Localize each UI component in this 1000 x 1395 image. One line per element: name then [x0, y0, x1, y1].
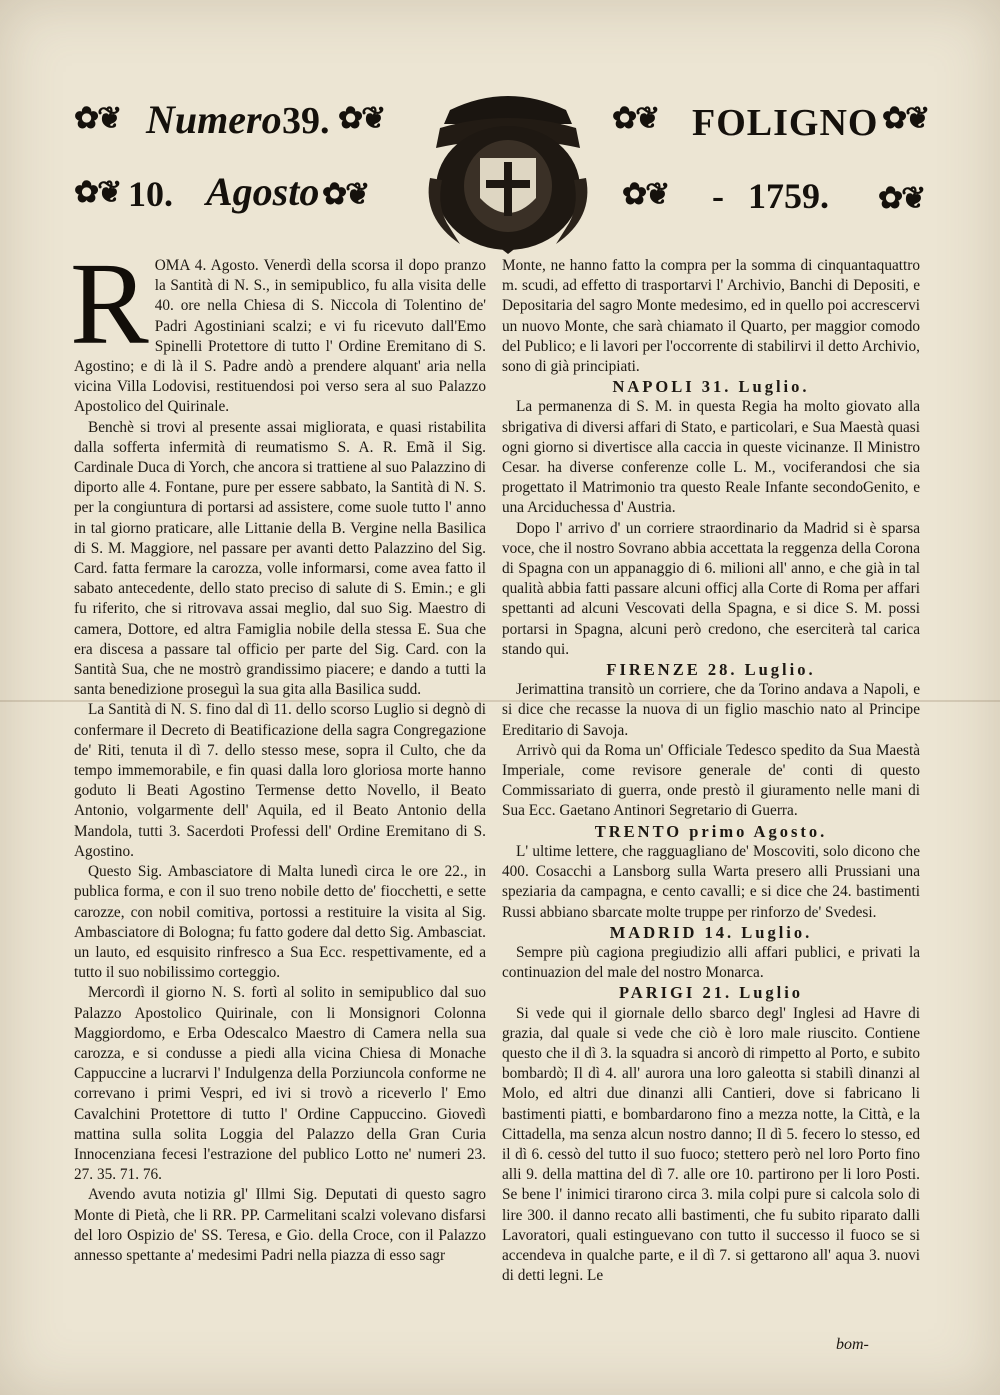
ornament-icon: ✿❦ [74, 176, 121, 209]
ornament-icon: ✿❦ [322, 178, 369, 211]
article-paragraph: Benchè si trovi al presente assai migliorata, e quasi ristabilita dalla sofferta infermità di reumatismo S. A. R. Emã il Sig. Cardinale Duca di Yorch, che ancora si trattiene al suo Palazzino di diporto alle 4. Fontane, pure per essere sabbato, la Santità di N. S. per la congiuntura di portarsi ad assistere, come suole tutto l' anno in tal giorno praticare, alle Littanie della B. Vergine nella Basilica di S. M. Maggiore, nel passare per avanti detto Palazzino del Sig. Card. fatta fermare la carozza, volle informarsi, come avea fatto il sabato antecedente, dello stato preciso di salute di S. Emin.; e gli fu riferito, che si ritrovava assai meglio, dal suo Sig. Maestro di camera, Dottore, ed altra Famiglia nobile della stessa E. Sua che era discesa a passare tal officio per parte del Sig. Card. con la Santità Sua, che ne mostrò grandissimo piacere; e dando a tutti la santa benedizione proseguì la sua gita alla Basilica sudd. [74, 418, 486, 699]
left-column [70, 238, 486, 1266]
catchword: bom- [836, 1336, 869, 1353]
ornament-icon: ✿❦ [338, 102, 385, 135]
issue-year: 1759. [748, 176, 829, 216]
date-dash: - [712, 176, 724, 216]
papal-coat-of-arms-icon [420, 88, 596, 256]
ornament-icon: ✿❦ [882, 102, 929, 135]
ornament-icon: ✿❦ [622, 178, 669, 211]
issue-month: Agosto [206, 169, 320, 214]
masthead [0, 0, 1000, 260]
right-column [502, 256, 920, 1286]
article-paragraph: Dopo l' arrivo d' un corriere straordinario da Madrid si è sparsa voce, che il nostro Sovrano abbia accettata la reggenza della Corona di Spagna con un appanaggio di 6. milioni all' anno, e che già in tal qualità abbia fatti passare alcuni officj alla Corte di Roma per affari spettanti ad alcuni Vescovati della Spagna, e si dice S. M. possi portarsi in Spagna, alcuni però credono, che eserciterà tal carica stando qui. [502, 519, 920, 658]
article-paragraph: La Santità di N. S. fino dal dì 11. dello scorso Luglio si degnò di confermare il Decreto di Beatificazione della sagra Congregazione de' Riti, tenuta il dì 7. dello stesso mese, sopra il Culto, che da tempo immemorabile, e fin quasi dalla loro gloriosa morte hanno goduto li Beati Agostino Termense detto Novello, il Beato Antonio, volgarmente dell' Aquila, ed il Beato Antonio della Mandola, tutti 3. Sacerdoti Professi dell' Ordine Eremitano di S. Agostino. [74, 701, 486, 860]
ornament-icon: ✿❦ [878, 182, 925, 215]
issue-number-label: Numero [146, 97, 282, 142]
dateline-firenze: FIRENZE 28. Luglio. [606, 660, 816, 680]
article-paragraph: Si vede qui il giornale dello sbarco degl' Inglesi ad Havre di grazia, dal quale si vede che ciò è loro male riuscito. Contiene questo che il dì 3. la squadra si ancorò di rimpetto al Porto, e subito bombardò; Il dì 4. all' aurora una loro galeotta si stabilì dinanzi al Molo, ed altri due dinanzi alli Cantieri, dove si fabricano li bastimenti piatti, e bombardarono fino a mezza notte, la Città, e la Cittadella, ma senza alcun nostro danno; Il dì 5. fecero lo stesso, ed il dì 6. cessò del tutto il suo fuoco; stettero però nel loro Porto fino alli 9. della mattina del dì 7. alle ore 10. partirono per li loro Posti. Se bene l' inimici tirarono circa 3. mila colpi pure si calcola solo di lire 300. il danno recato alli bastimenti, che fu subito riparato dalli Lavoratori, quali estinguevano con tutto il successo il fuoco se si accendeva in qualche parte, e il dì 7. si gettarono all' aqua 3. nuovi di detti legni. Le [502, 1004, 920, 1285]
article-paragraph: Questo Sig. Ambasciatore di Malta lunedì circa le ore 22., in publica forma, e con il suo treno nobile detto de' fiocchetti, e sette carozze, con nobil comitiva, portossi a restituire la visita al Sig. Ambasciatore di Bologna; fu fatto godere dal detto Sig. Ambasciat. un lauto, ed esquisito rinfresco a Sua Ecc. respettivamente, ed a tutto il suo nobilissimo corteggio. [74, 863, 486, 982]
article-paragraph: Avendo avuta notizia gl' Illmi Sig. Deputati di questo sagro Monte di Pietà, che li RR. PP. Carmelitani scalzi volevano disfarsi del loro Ospizio de' SS. Teresa, e Gio. della Croce, con il Palazzo annesso spettante a' medesimi Padri nella piazza di esso sagr [74, 1186, 486, 1264]
issue-day: 10. [128, 174, 173, 214]
dateline-madrid: MADRID 14. Luglio. [609, 922, 813, 942]
article-paragraph: La permanenza di S. M. in questa Regia ha molto giovato alla sbrigativa di diversi affari di Stato, e particolari, e Sua Maestà quasi ogni giorno si divertisce alla caccia in queste vicinanze. Il Ministro Cesar. ha diverse conferenze colle L. M., vociferandosi che sia progettato il Matrimonio tra questo Reale Infante secondoGenito, e una Arciduchessa d' Austria. [502, 398, 920, 517]
dateline-parigi: PARIGI 21. Luglio [618, 983, 804, 1003]
dateline-napoli: NAPOLI 31. Luglio. [612, 377, 810, 397]
article-paragraph: Mercordì il giorno N. S. fortì al solito in semipublico dal suo Palazzo Apostolico Quirinale, con li Monsignori Colonna Maggiordomo, e Erba Odescalco Maestro di Camera nella sua carozza, e si condusse a piedi alla vicina Chiesa di Monache Cappuccine a lucrarvi l' Indulgenza della Porziuncola conforme ne correvano i primi Vespri, ed ivi si trovò a riceverlo l' Emo Cavalchini Protettore di tutto l' Ordine Cappuccino. Giovedì mattina sulla solita Loggia del Palazzo della Gran Curia Innocenziana fecesi l'estrazione del publico Lotto ne' numeri 23. 27. 35. 71. 76. [74, 984, 486, 1184]
article-paragraph: Arrivò qui da Roma un' Officiale Tedesco spedito da Sua Maestà Imperiale, come revisore generale de' conti di questo Commissariato di guerra, onde prestò il giuramento nelle mani di Sua Ecc. Gaetano Antinori Segretario di Guerra. [502, 741, 920, 820]
article-paragraph: Sempre più cagiona pregiudizio alli affari publici, e privati la continuazion del male del nostro Monarca. [502, 943, 920, 982]
dateline-trento: TRENTO primo Agosto. [594, 821, 828, 841]
ornament-icon: ✿❦ [74, 102, 121, 135]
article-paragraph: Jerimattina transitò un corriere, che da Torino andava a Napoli, e si dice che recasse la nuova di un figlio maschio nato al Principe Ereditario di Savoja. [502, 681, 920, 739]
issue-number: 39. [282, 100, 330, 142]
article-paragraph: L' ultime lettere, che ragguagliano de' Moscoviti, solo dicono che 400. Cosacchi a Lansborg sulla Warta presero alli Prussiani una speziaria da campagna, e cento cavalli; e si dice che 24. bastimenti Russi abbiano sbarcate molte truppe per rinforzo de' Svedesi. [502, 842, 920, 921]
article-paragraph: ROMA 4. Agosto. Venerdì della scorsa il dopo pranzo la Santità di N. S., in semipublico, fu alla visita delle 40. ore nella Chiesa di S. Niccola di Tolentino de' Padri Agostiniani scalzi; e vi fu ricevuto dall'Emo Spinelli Protettore di tutto l' Ordine Eremitano di S. Agostino; e di là il S. Padre andò a prendere alquant' aria nella vicina Villa Lodovisi, restituendosi poi verso sera al suo Palazzo Apostolico del Quirinale. [70, 238, 486, 416]
drop-cap: R [70, 238, 149, 369]
city-name: FOLIGNO [692, 102, 879, 144]
article-paragraph: Monte, ne hanno fatto la compra per la somma di cinquantaquattro m. scudi, ad effetto di trasportarvi l' Archivio, Banchi di Depositi, e Depositaria del sagro Monte medesimo, ed in quello poi accrescervi un nuovo Monte, che sarà chiamato il Quarto, per maggior comodo del Publico; e li lavori per l'occorrente di stabilirvi il detto Archivio, sono di già principiati. [502, 257, 920, 376]
ornament-icon: ✿❦ [612, 102, 659, 135]
